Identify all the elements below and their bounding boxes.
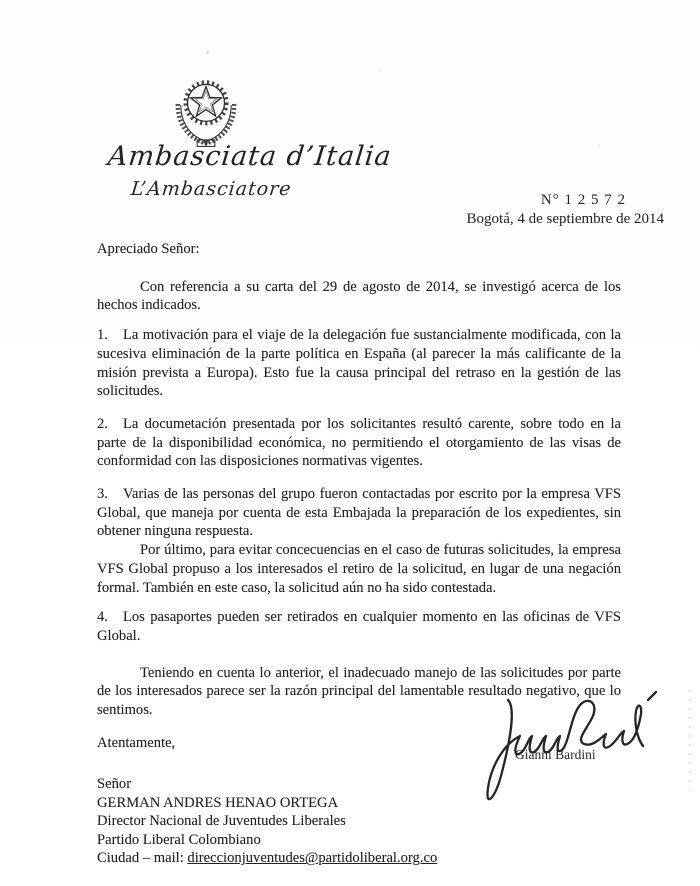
recipient-title: Director Nacional de Juventudes Liberales (97, 813, 346, 830)
closing-paragraph: Teniendo en cuenta lo anterior, el inadecuado manejo de las solicitudes por parte de los interesados parece ser la razón principal del lamentable resultado negativo, que lo sentimos. (97, 664, 621, 719)
item-3-text: Varias de las personas del grupo fueron contactadas por escrito por la empresa VFS Global, que maneja por cuenta de esta Embajada la preparación de los expedientes, sin obtener ninguna respuesta. (97, 486, 621, 540)
item-3-number: 3. (97, 486, 108, 503)
recipient-organization: Partido Liberal Colombiano (97, 831, 261, 848)
signatory-printed-name: Gianni Bardini (515, 747, 596, 762)
scan-speck (379, 69, 381, 71)
scan-speck (598, 145, 600, 147)
intro-paragraph: Con referencia a su carta del 29 de agosto de 2014, se investigó acerca de los hechos indicados. (97, 278, 621, 314)
item-4-number: 4. (97, 609, 108, 626)
letter-body (97, 240, 621, 752)
letterhead-organization: Ambasciata d’Italia (106, 141, 394, 172)
numbered-item-1 (97, 326, 621, 401)
item-2-text: La documetación presentada por los solicitantes resultó carente, sobre todo en la parte de la disponibilidad económica, no permitiendo el otorgamiento de las visas de conformidad con las disposiciones normativas vigentes. (97, 415, 621, 470)
recipient-honorific: Señor (97, 776, 132, 792)
place-and-date: Bogotá, 4 de septiembre de 2014 (466, 211, 664, 227)
item-2-number: 2. (97, 415, 108, 432)
item-3-continuation: Por último, para evitar concecuencias en el caso de futuras solicitudes, la empresa VFS Global propuso a los interesados el retiro de la solicitud, en lugar de una negación formal. También en este caso, la solicitud aún no ha sido contestada. (97, 542, 621, 596)
scan-speck (206, 51, 209, 54)
city-mail-prefix: Ciudad – mail: (97, 850, 188, 867)
numbered-item-4 (97, 608, 621, 645)
recipient-block (97, 775, 437, 868)
scan-edge-marks (689, 690, 691, 790)
numbered-item-3 (97, 485, 621, 541)
salutation: Apreciado Señor: (97, 241, 200, 257)
recipient-email-link[interactable]: direccionjuventudes@partidoliberal.org.co (187, 850, 438, 867)
item-1-number: 1. (97, 327, 108, 344)
reference-number: N° 1 2 5 7 2 (540, 192, 626, 208)
recipient-name: GERMAN ANDRES HENAO ORTEGA (97, 794, 339, 811)
item-4-text: Los pasaportes pueden ser retirados en cualquier momento en las oficinas de VFS Global. (97, 609, 621, 644)
item-1-text: La motivación para el viaje de la delegación fue sustancialmente modificada, con la sucesiva eliminación de la parte política en España (al parecer la más calificante de la misión prevista a Europa). Esto fue la causa principal del retraso en la gestión de las solicitudes. (97, 327, 621, 400)
valediction: Atentamente, (97, 734, 176, 751)
numbered-item-2 (97, 415, 621, 471)
reference-block (467, 191, 664, 229)
signature-block (478, 684, 673, 814)
letterhead-sender-title: L’Ambasciatore (129, 178, 293, 200)
recipient-city-mail-line (97, 849, 437, 868)
